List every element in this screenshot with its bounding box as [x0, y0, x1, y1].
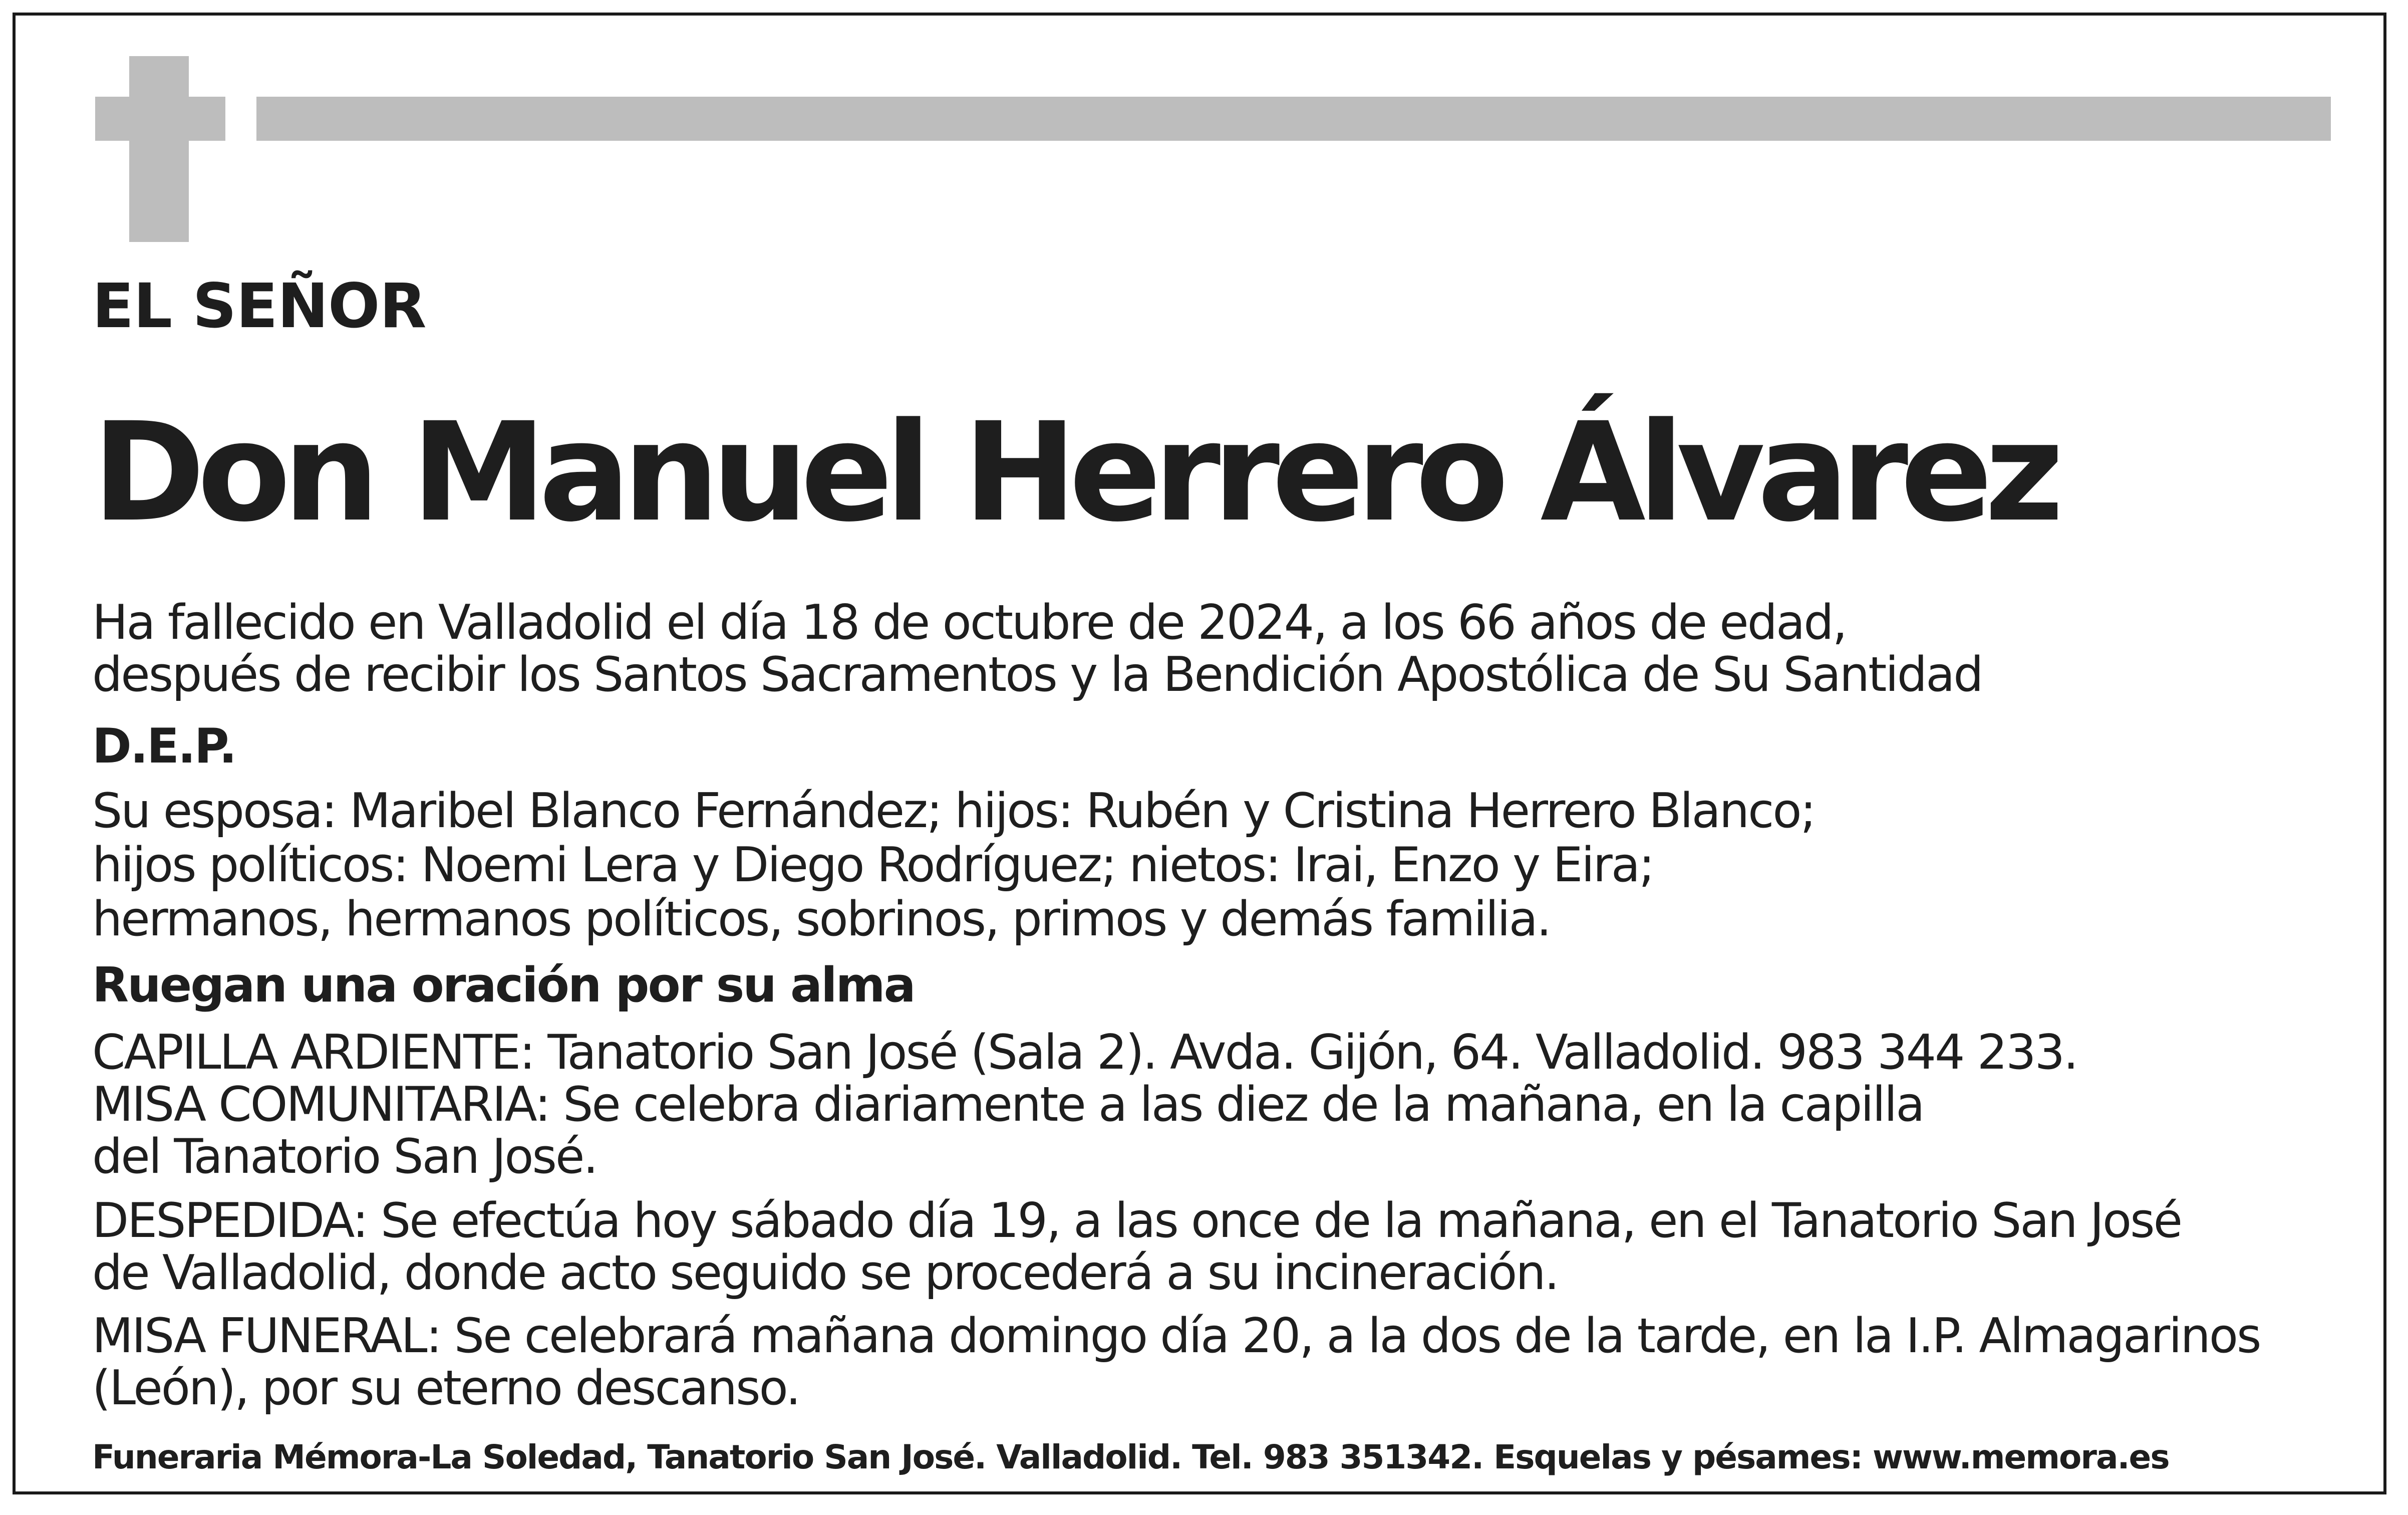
service-line-5: de Valladolid, donde acto seguido se procederá a su incineración. [92, 1245, 1558, 1301]
honorific: EL SEÑOR [92, 271, 426, 342]
funeral-home-footer: Funeraria Mémora-La Soledad, Tanatorio San José. Valladolid. Tel. 983 351342. Esquelas y pésames: www.memora.es [92, 1438, 2169, 1476]
service-line-1: CAPILLA ARDIENTE: Tanatorio San José (Sala 2). Avda. Gijón, 64. Valladolid. 983 344 233. [92, 1025, 2077, 1080]
deceased-name: Don Manuel Herrero Álvarez [92, 394, 2056, 552]
family-line-3: hermanos, hermanos políticos, sobrinos, primos y demás familia. [92, 892, 1551, 947]
cross-vertical-bar [129, 56, 189, 242]
family-line-1: Su esposa: Maribel Blanco Fernández; hijos: Rubén y Cristina Herrero Blanco; [92, 784, 1815, 839]
death-line-1: Ha fallecido en Valladolid el día 18 de octubre de 2024, a los 66 años de edad, [92, 595, 1846, 650]
prayer-request: Ruegan una oración por su alma [92, 958, 915, 1013]
death-line-2: después de recibir los Santos Sacramentos y la Bendición Apostólica de Su Santidad [92, 647, 1982, 702]
service-line-7: (León), por su eterno descanso. [92, 1361, 800, 1416]
header-rule [256, 97, 2331, 141]
service-line-6: MISA FUNERAL: Se celebrará mañana domingo día 20, a la dos de la tarde, en la I.P. Almagarinos [92, 1309, 2260, 1364]
rip-label: D.E.P. [92, 719, 236, 774]
service-line-2: MISA COMUNITARIA: Se celebra diariamente a las diez de la mañana, en la capilla [92, 1077, 1924, 1132]
family-line-2: hijos políticos: Noemi Lera y Diego Rodríguez; nietos: Irai, Enzo y Eira; [92, 838, 1654, 893]
service-line-4: DESPEDIDA: Se efectúa hoy sábado día 19, a las once de la mañana, en el Tanatorio San José [92, 1193, 2182, 1248]
cross-horizontal-bar [95, 97, 225, 141]
service-line-3: del Tanatorio San José. [92, 1129, 597, 1184]
